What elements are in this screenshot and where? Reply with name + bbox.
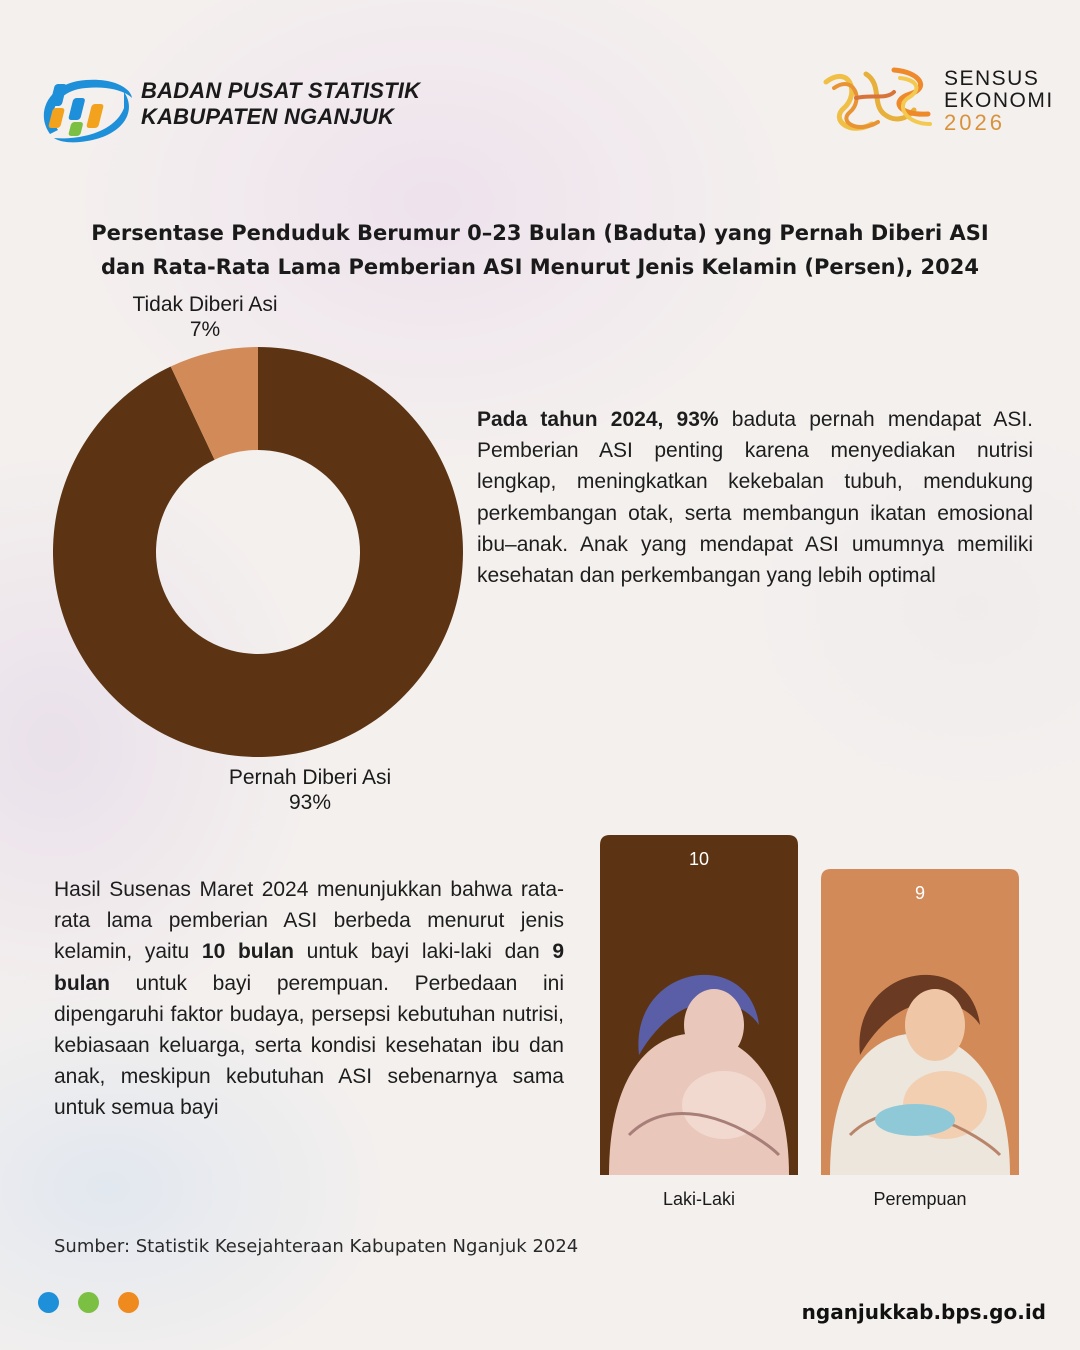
paragraph-breastfeeding-benefits [477, 404, 1033, 591]
bar-value-label: 9 [914, 883, 926, 903]
chart-title [40, 216, 1040, 284]
paragraph2-text-2: untuk bayi laki-laki dan [293, 940, 553, 964]
bar-chart [590, 825, 1040, 1225]
paragraph1-highlight: Pada tahun 2024, 93% [477, 408, 719, 431]
paragraph2-highlight-female: 9 bulan [54, 940, 564, 995]
sensus-ekonomi-logo-icon [820, 64, 934, 140]
org-name-line2: KABUPATEN NGANJUK [141, 104, 395, 129]
chart-title-line1: Persentase Penduduk Berumur 0–23 Bulan (Baduta) yang Pernah Diberi ASI [91, 221, 989, 245]
green-dot-icon [78, 1292, 99, 1313]
bps-logo-icon [40, 72, 134, 146]
org-name [141, 78, 420, 130]
donut-label-not-given-value: 7% [189, 318, 221, 341]
paragraph2-text-1: Hasil Susenas Maret 2024 menunjukkan bahwa rata-rata lama pemberian ASI berbeda menurut jenis kelamin, yaitu [54, 878, 564, 964]
sensus-line2: EKONOMI [944, 89, 1054, 112]
bar-category-label: Laki-Laki [662, 1189, 736, 1209]
blue-dot-icon [38, 1292, 59, 1313]
donut-label-given-value: 93% [288, 791, 332, 814]
donut-label-given-name: Pernah Diberi Asi [228, 766, 392, 789]
paragraph2-highlight-male: 10 bulan [201, 940, 294, 964]
donut-label-given [200, 765, 420, 815]
paragraph1-text: baduta pernah mendapat ASI. Pemberian ASI penting karena menyediakan nutrisi lengkap, meningkatkan kekebalan tubuh, mendukung perkembangan otak, serta membangun ikatan emosional ibu–anak. Anak yang mendapat ASI umumnya memiliki kesehatan dan perkembangan yang lebih optimal [477, 408, 1034, 588]
paragraph-duration-by-sex [54, 874, 564, 1124]
org-name-line1: BADAN PUSAT STATISTIK [141, 78, 421, 103]
website-url[interactable]: nganjukkab.bps.go.id [801, 1300, 1046, 1324]
paragraph2-text-3: untuk bayi perempuan. Perbedaan ini dipengaruhi faktor budaya, persepsi kebutuhan nutrisi, kebiasaan keluarga, serta kondisi kesehatan ibu dan anak, meskipun kebutuhan ASI sebenarnya sama untuk semua bayi [54, 971, 564, 1120]
donut-label-not-given-name: Tidak Diberi Asi [132, 293, 278, 316]
sensus-line1: SENSUS [944, 67, 1040, 90]
bar-value-label: 10 [688, 849, 710, 869]
chart-title-line2: dan Rata-Rata Lama Pemberian ASI Menurut Jenis Kelamin (Persen), 2024 [101, 255, 979, 279]
sensus-ekonomi-text [944, 68, 1054, 134]
sensus-year: 2026 [944, 110, 1005, 135]
donut-chart [40, 330, 480, 770]
source-note: Sumber: Statistik Kesejahteraan Kabupaten Nganjuk 2024 [54, 1236, 579, 1257]
donut-label-not-given [105, 292, 305, 342]
orange-dot-icon [118, 1292, 139, 1313]
bar-category-label: Perempuan [873, 1189, 967, 1209]
